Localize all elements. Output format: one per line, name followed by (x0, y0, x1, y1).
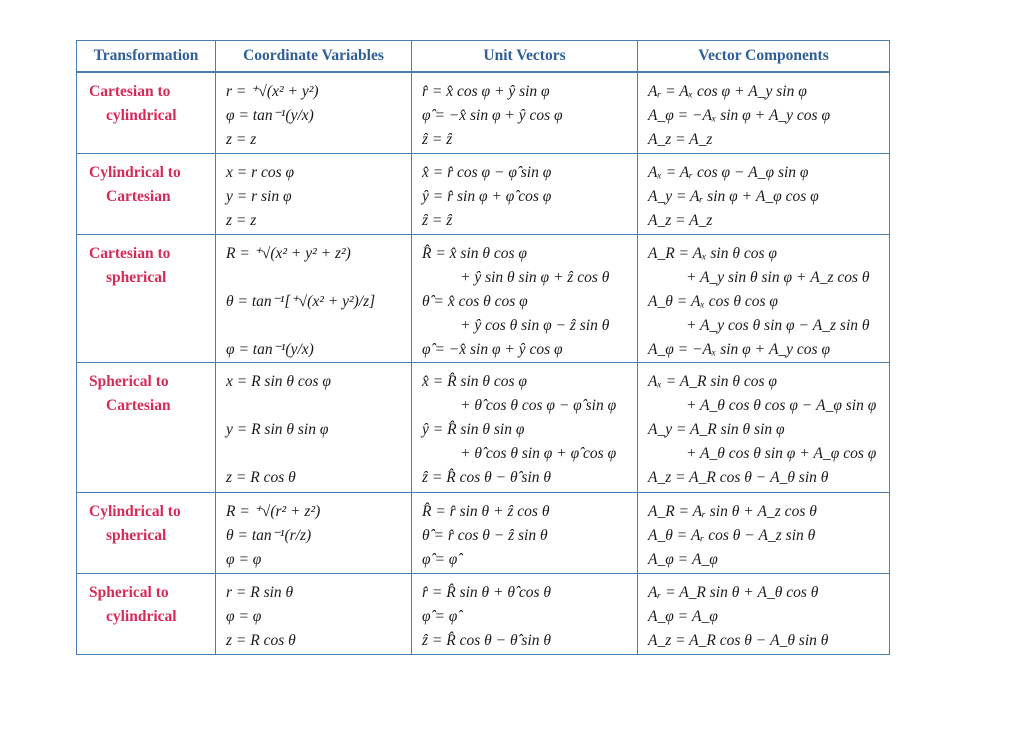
formula-line: A_z = A_R cos θ − A_θ sin θ (648, 469, 829, 486)
formula-line: ẑ = R̂ cos θ − θ̂ sin θ (422, 469, 552, 486)
name-line: Cartesian to (89, 245, 171, 262)
transformation-table-wrapper (76, 40, 890, 655)
formula-line: φ = φ (226, 608, 262, 625)
formula-line: Aₓ = Aᵣ cos φ − A_φ sin φ (648, 164, 809, 181)
formula-line: φ = tan⁻¹(y/x) (226, 341, 314, 358)
table-row (77, 72, 890, 154)
formula-line: A_θ = Aᵣ cos θ − A_z sin θ (648, 527, 816, 544)
table-row (77, 363, 890, 493)
name-line: Cylindrical to (89, 164, 181, 181)
formula-line: A_z = A_z (648, 212, 713, 229)
formula-line: φ̂ = φ̂ (422, 551, 458, 568)
name-line: Cartesian (106, 188, 171, 205)
header-row (77, 41, 890, 73)
unit-vectors-cell (412, 154, 638, 235)
unit-vectors-cell (412, 363, 638, 493)
coordinate-variables-cell (216, 235, 412, 363)
formula-line: θ̂ = r̂ cos θ − ẑ sin θ (422, 527, 548, 544)
name-line: Spherical to (89, 584, 169, 601)
table-row (77, 154, 890, 235)
table-row (77, 493, 890, 574)
formula-spacer (226, 442, 411, 466)
formula-line: A_y = Aᵣ sin φ + A_φ cos φ (648, 188, 819, 205)
coordinate-transformation-table (76, 40, 890, 655)
transformation-name (77, 493, 216, 574)
transformation-name (77, 574, 216, 655)
header-vector-components: Vector Components (638, 41, 890, 73)
formula-line: A_y = A_R sin θ sin φ (648, 421, 785, 438)
transformation-name (77, 72, 216, 154)
formula-line: ŷ = r̂ sin φ + φ̂ cos φ (422, 188, 552, 205)
vector-components-cell (638, 154, 890, 235)
coordinate-variables-cell (216, 574, 412, 655)
header-transformation: Transformation (77, 41, 216, 73)
formula-continuation: + θ̂ cos θ sin φ + φ̂ cos φ (460, 445, 617, 462)
formula-line: R = ⁺√(x² + y² + z²) (226, 245, 351, 262)
unit-vectors-cell (412, 72, 638, 154)
formula-line: θ̂ = x̂ cos θ cos φ (422, 293, 528, 310)
name-line: Cylindrical to (89, 503, 181, 520)
formula-spacer (226, 314, 411, 338)
formula-continuation: + A_y sin θ sin φ + A_z cos θ (686, 269, 870, 286)
unit-vectors-cell (412, 235, 638, 363)
name-line: spherical (106, 269, 167, 286)
formula-line: x̂ = r̂ cos φ − φ̂ sin φ (422, 164, 552, 181)
transformation-name (77, 235, 216, 363)
name-line: Cartesian (106, 397, 171, 414)
formula-continuation: + A_y cos θ sin φ − A_z sin θ (686, 317, 870, 334)
formula-line: z = z (226, 212, 257, 229)
formula-line: φ̂ = −x̂ sin φ + ŷ cos φ (422, 107, 563, 124)
formula-continuation: + ŷ cos θ sin φ − ẑ sin θ (460, 317, 610, 334)
formula-line: r̂ = R̂ sin θ + θ̂ cos θ (422, 584, 552, 601)
formula-continuation: + ŷ sin θ sin φ + ẑ cos θ (460, 269, 610, 286)
formula-line: A_φ = A_φ (648, 551, 718, 568)
coordinate-variables-cell (216, 493, 412, 574)
name-line: Cartesian to (89, 83, 171, 100)
unit-vectors-cell (412, 574, 638, 655)
formula-spacer (226, 394, 411, 418)
formula-line: x = r cos φ (226, 164, 295, 181)
formula-continuation: + A_θ cos θ cos φ − A_φ sin φ (686, 397, 877, 414)
table-row (77, 574, 890, 655)
formula-line: ŷ = R̂ sin θ sin φ (422, 421, 525, 438)
formula-line: φ = tan⁻¹(y/x) (226, 107, 314, 124)
name-line: spherical (106, 527, 167, 544)
formula-line: R̂ = r̂ sin θ + ẑ cos θ (422, 503, 550, 520)
formula-line: φ = φ (226, 551, 262, 568)
name-line: cylindrical (106, 107, 177, 124)
formula-line: ẑ = ẑ (422, 131, 453, 148)
formula-line: φ̂ = −x̂ sin φ + ŷ cos φ (422, 341, 563, 358)
formula-line: R = ⁺√(r² + z²) (226, 503, 321, 520)
formula-line: A_φ = −Aₓ sin φ + A_y cos φ (648, 341, 831, 358)
formula-line: z = R cos θ (226, 632, 296, 649)
vector-components-cell (638, 363, 890, 493)
formula-continuation: + θ̂ cos θ cos φ − φ̂ sin φ (460, 397, 617, 414)
formula-line: Aᵣ = A_R sin θ + A_θ cos θ (648, 584, 819, 601)
formula-line: φ̂ = φ̂ (422, 608, 458, 625)
vector-components-cell (638, 72, 890, 154)
formula-line: y = R sin θ sin φ (226, 421, 329, 438)
name-line: Spherical to (89, 373, 169, 390)
vector-components-cell (638, 574, 890, 655)
formula-line: z = R cos θ (226, 469, 296, 486)
formula-line: y = r sin φ (226, 188, 292, 205)
formula-line: r = ⁺√(x² + y²) (226, 83, 319, 100)
transformation-name (77, 154, 216, 235)
transformation-name (77, 363, 216, 493)
formula-line: R̂ = x̂ sin θ cos φ (422, 245, 527, 262)
formula-continuation: + A_θ cos θ sin φ + A_φ cos φ (686, 445, 877, 462)
formula-line: A_φ = −Aₓ sin φ + A_y cos φ (648, 107, 831, 124)
formula-line: A_R = Aᵣ sin θ + A_z cos θ (648, 503, 817, 520)
formula-line: r̂ = x̂ cos φ + ŷ sin φ (422, 83, 550, 100)
coordinate-variables-cell (216, 72, 412, 154)
formula-line: θ = tan⁻¹(r/z) (226, 527, 312, 544)
header-coordinate-variables: Coordinate Variables (216, 41, 412, 73)
formula-line: Aᵣ = Aₓ cos φ + A_y sin φ (648, 83, 807, 100)
formula-line: A_z = A_R cos θ − A_θ sin θ (648, 632, 829, 649)
formula-spacer (226, 266, 411, 290)
formula-line: ẑ = R̂ cos θ − θ̂ sin θ (422, 632, 552, 649)
formula-line: x = R sin θ cos φ (226, 373, 331, 390)
unit-vectors-cell (412, 493, 638, 574)
vector-components-cell (638, 235, 890, 363)
formula-line: A_φ = A_φ (648, 608, 718, 625)
name-line: cylindrical (106, 608, 177, 625)
formula-line: A_θ = Aₓ cos θ cos φ (648, 293, 778, 310)
coordinate-variables-cell (216, 363, 412, 493)
formula-line: A_R = Aₓ sin θ cos φ (648, 245, 777, 262)
table-row (77, 235, 890, 363)
coordinate-variables-cell (216, 154, 412, 235)
formula-line: ẑ = ẑ (422, 212, 453, 229)
vector-components-cell (638, 493, 890, 574)
formula-line: x̂ = R̂ sin θ cos φ (422, 373, 527, 390)
formula-line: Aₓ = A_R sin θ cos φ (648, 373, 777, 390)
formula-line: r = R sin θ (226, 584, 294, 601)
formula-line: z = z (226, 131, 257, 148)
header-unit-vectors: Unit Vectors (412, 41, 638, 73)
formula-line: A_z = A_z (648, 131, 713, 148)
formula-line: θ = tan⁻¹[⁺√(x² + y²)/z] (226, 293, 376, 310)
